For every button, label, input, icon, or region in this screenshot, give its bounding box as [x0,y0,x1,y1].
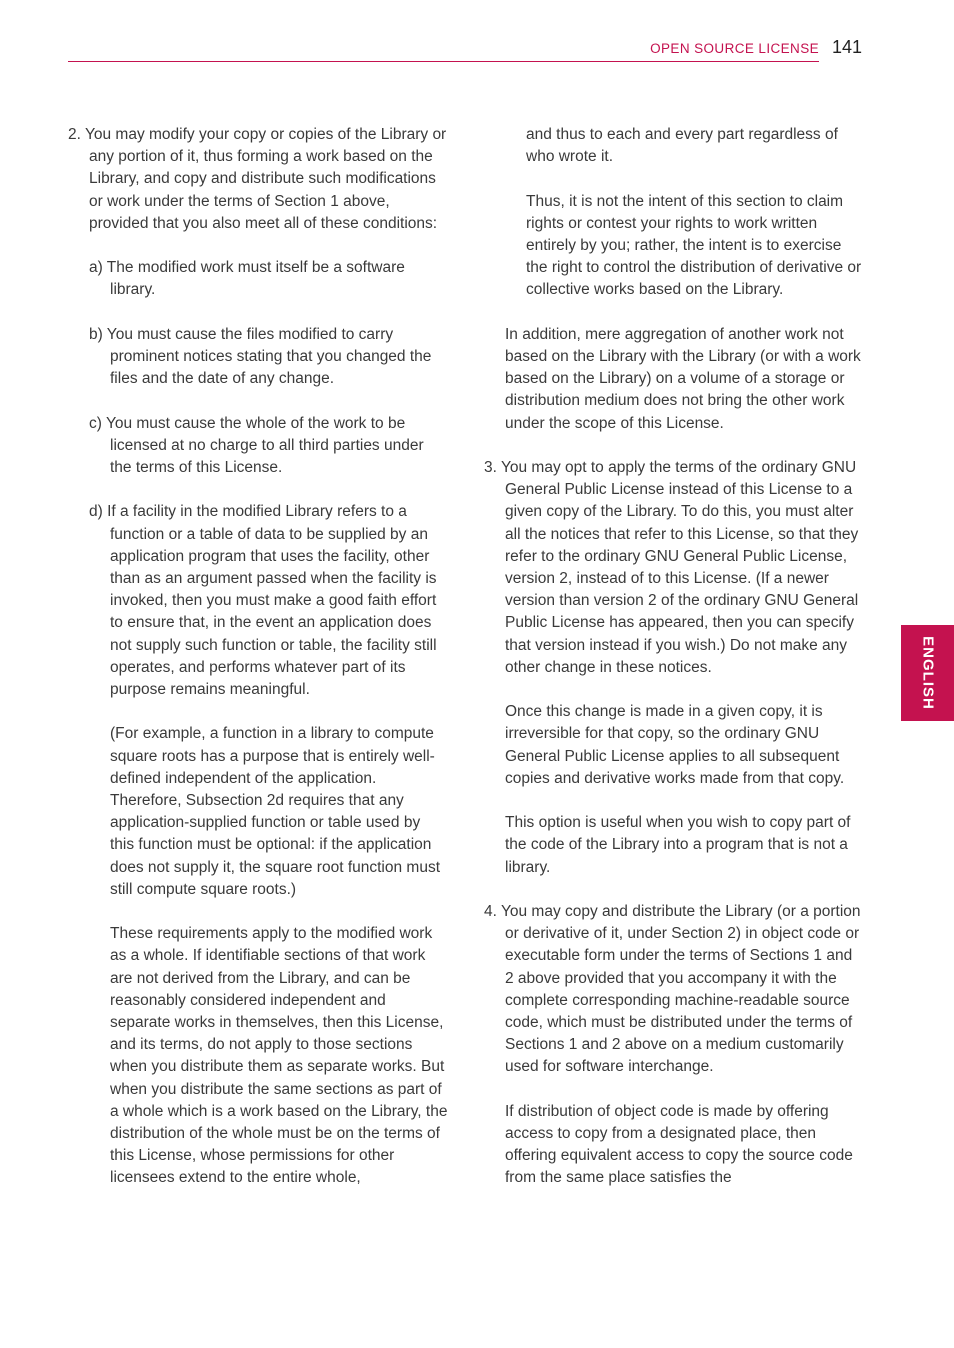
language-tab-label: ENGLISH [919,636,936,710]
language-tab [901,625,954,721]
clause-2: 2. You may modify your copy or copies of the Library or any portion of it, thus forming a work based on the Library, and copy and distribute such modifications or work under the terms of Section 1 above, provided that you also meet all of these conditions: [68,126,447,232]
clause-2d-example: (For example, a function in a library to compute square roots has a purpose that is entirely well-defined independent of the application. Therefore, Subsection 2d requires that any application-supplied function or table used by this function must be optional: if the application does not supply it, the square root function must still compute square roots.) [110,725,440,898]
clause-2c: c) You must cause the whole of the work to be licensed at no charge to all third parties under the terms of this License. [89,414,424,476]
clause-2-requirements: These requirements apply to the modified work as a whole. If identifiable sections of that work are not derived from the Library, and can be reasonably considered independent and separate works in themselves, then this License, and its terms, do not apply to those sections when you distribute them as separate works. But when you distribute the same sections as part of a whole which is a work based on the Library, the distribution of the whole must be on the terms of this License, whose permissions for other licensees extend to the entire whole, [110,925,448,1187]
clause-3-irreversible: Once this change is made in a given copy, it is irreversible for that copy, so the ordinary GNU General Public License applies to all subsequent copies and derivative works made from that copy. [505,703,845,787]
clause-3-useful: This option is useful when you wish to copy part of the code of the Library into a program that is not a library. [505,814,851,876]
clause-2-intent: Thus, it is not the intent of this section to claim rights or contest your rights to work written entirely by you; rather, the intent is to exercise the right to control the distribution of derivative or collective works based on the Library. [526,192,862,299]
left-column [68,124,448,1212]
clause-2-aggregation: In addition, mere aggregation of another work not based on the Library with the Library (or with a work based on the Library) on a volume of a storage or distribution medium does not bring the other work under the scope of this License. [505,325,861,432]
header-section-title: OPEN SOURCE LICENSE [650,41,819,56]
clause-4: 4. You may copy and distribute the Library (or a portion or derivative of it, under Section 2) in object code or executable form under the terms of Sections 1 and 2 above provided that you accompany it with the complete corresponding machine-readable source code, which must be distributed under the terms of Sections 1 and 2 above on a medium customarily used for software interchange. [484,903,861,1076]
clause-2-continuation: and thus to each and every part regardless of who wrote it. [526,126,838,166]
clause-2a: a) The modified work must itself be a software library. [89,259,405,299]
clause-4-distribution: If distribution of object code is made by offering access to copy from a designated place, then offering equivalent access to copy the source code from the same place satisfies the [505,1102,853,1187]
clause-3: 3. You may opt to apply the terms of the ordinary GNU General Public License instead of this License to a given copy of the Library. To do this, you must alter all the notices that refer to this License, so that they refer to the ordinary GNU General Public License, version 2, instead of to this License. (If a newer version than version 2 of the ordinary GNU General Public License has appeared, then you can specify that version instead if you wish.) Do not make any other change in these notices. [484,459,859,676]
page-number: 141 [832,37,863,57]
right-column [484,124,864,1212]
clause-2d: d) If a facility in the modified Library refers to a function or a table of data to be supplied by an application program that uses the facility, other than as an argument passed when the facility is invoked, then you must make a good faith effort to ensure that, in the event an application does not supply such function or table, the facility still operates, and performs whatever part of its purpose remains meaningful. [89,503,437,699]
clause-2b: b) You must cause the files modified to carry prominent notices stating that you changed the files and the date of any change. [89,325,432,388]
header-divider [68,61,819,62]
